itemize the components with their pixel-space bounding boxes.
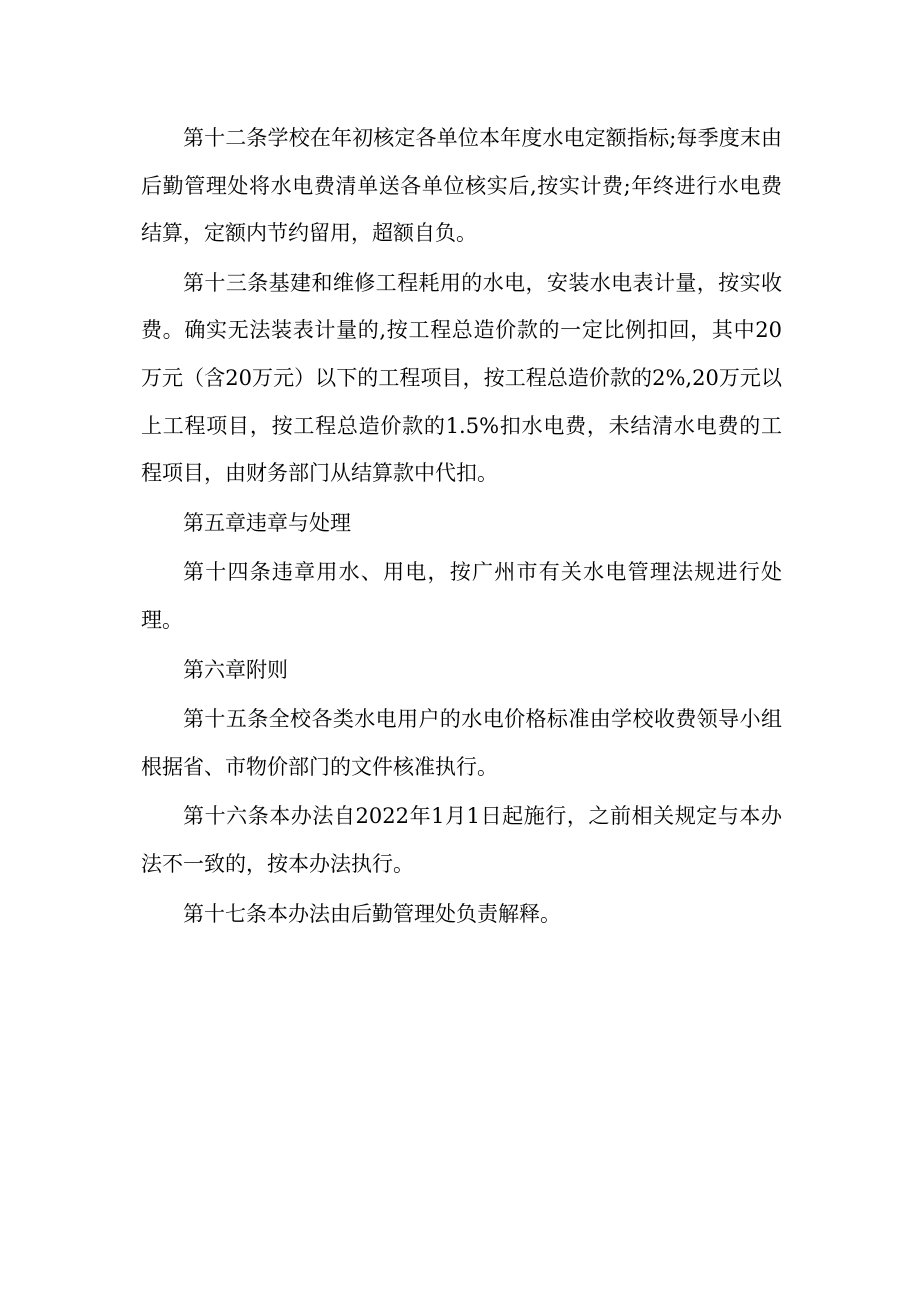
article-17-paragraph: 第十七条本办法由后勤管理处负责解释。: [183, 901, 561, 926]
document-page: [141, 115, 782, 940]
article-15-paragraph: 第十五条全校各类水电用户的水电价格标准由学校收费领导小组根据省、市物价部门的文件核准执行。: [141, 707, 782, 779]
article-14-paragraph: 第十四条违章用水、用电，按广州市有关水电管理法规进行处理。: [141, 560, 782, 632]
article-16-paragraph: 第十六条本办法自2022年1月1日起施行，之前相关规定与本办法不一致的，按本办法执行。: [141, 804, 782, 876]
article-13-paragraph: 第十三条基建和维修工程耗用的水电，安装水电表计量，按实收费。确实无法装表计量的,按工程总造价款的一定比例扣回，其中20万元（含20万元）以下的工程项目，按工程总造价款的2%,20万元以上工程项目，按工程总造价款的1.5%扣水电费，未结清水电费的工程项目，由财务部门从结算款中代扣。: [141, 270, 782, 486]
chapter-5-heading: 第五章违章与处理: [183, 510, 351, 535]
article-12-paragraph: 第十二条学校在年初核定各单位本年度水电定额指标;每季度末由后勤管理处将水电费清单送各单位核实后,按实计费;年终进行水电费结算，定额内节约留用，超额自负。: [141, 126, 782, 246]
chapter-6-heading: 第六章附则: [183, 657, 288, 682]
